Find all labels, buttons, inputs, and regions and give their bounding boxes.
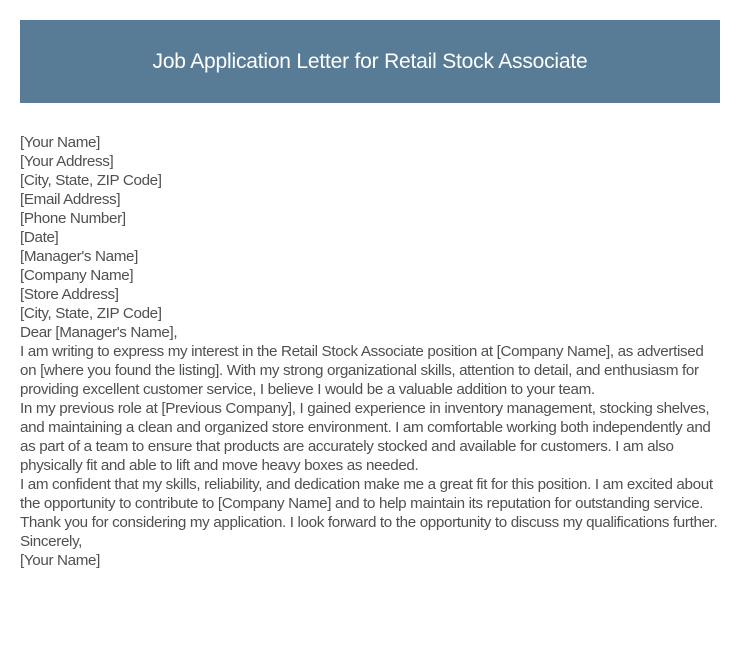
body-paragraph-experience: In my previous role at [Previous Company], I gained experience in inventory management, stocking shelves, and maintaining a clean and organized store environment. I am comfortable working both independently and as part of a team to ensure that products are accurately stocked and available for customers. I am also physically fit and able to lift and move heavy boxes as needed. [20, 400, 711, 474]
signature: [Your Name] [20, 552, 101, 569]
salutation: Dear [Manager's Name], [20, 324, 178, 341]
sender-city-state-zip: [City, State, ZIP Code] [20, 172, 162, 189]
sender-email: [Email Address] [20, 191, 121, 208]
letter-body [20, 133, 720, 570]
body-paragraph-intro: I am writing to express my interest in the Retail Stock Associate position at [Company Name], as advertised on [where you found the listing]. With my strong organizational skills, attention to detail, and enthusiasm for providing excellent customer service, I believe I would be a valuable addition to your team. [20, 343, 704, 398]
sender-phone: [Phone Number] [20, 210, 126, 227]
closing: Sincerely, [20, 533, 83, 550]
letter-date: [Date] [20, 229, 59, 246]
body-paragraph-fit: I am confident that my skills, reliability, and dedication make me a great fit for this position. I am excited about the opportunity to contribute to [Company Name] and to help maintain its reputation for outstanding service. [20, 476, 713, 512]
sender-address: [Your Address] [20, 153, 114, 170]
recipient-city-state-zip: [City, State, ZIP Code] [20, 305, 162, 322]
body-paragraph-thanks: Thank you for considering my application. I look forward to the opportunity to discuss my qualifications further. [20, 514, 718, 531]
recipient-manager-name: [Manager's Name] [20, 248, 139, 265]
letter-header [20, 20, 720, 103]
recipient-company-name: [Company Name] [20, 267, 134, 284]
recipient-store-address: [Store Address] [20, 286, 119, 303]
sender-name: [Your Name] [20, 134, 101, 151]
page-title: Job Application Letter for Retail Stock Associate [152, 49, 588, 73]
